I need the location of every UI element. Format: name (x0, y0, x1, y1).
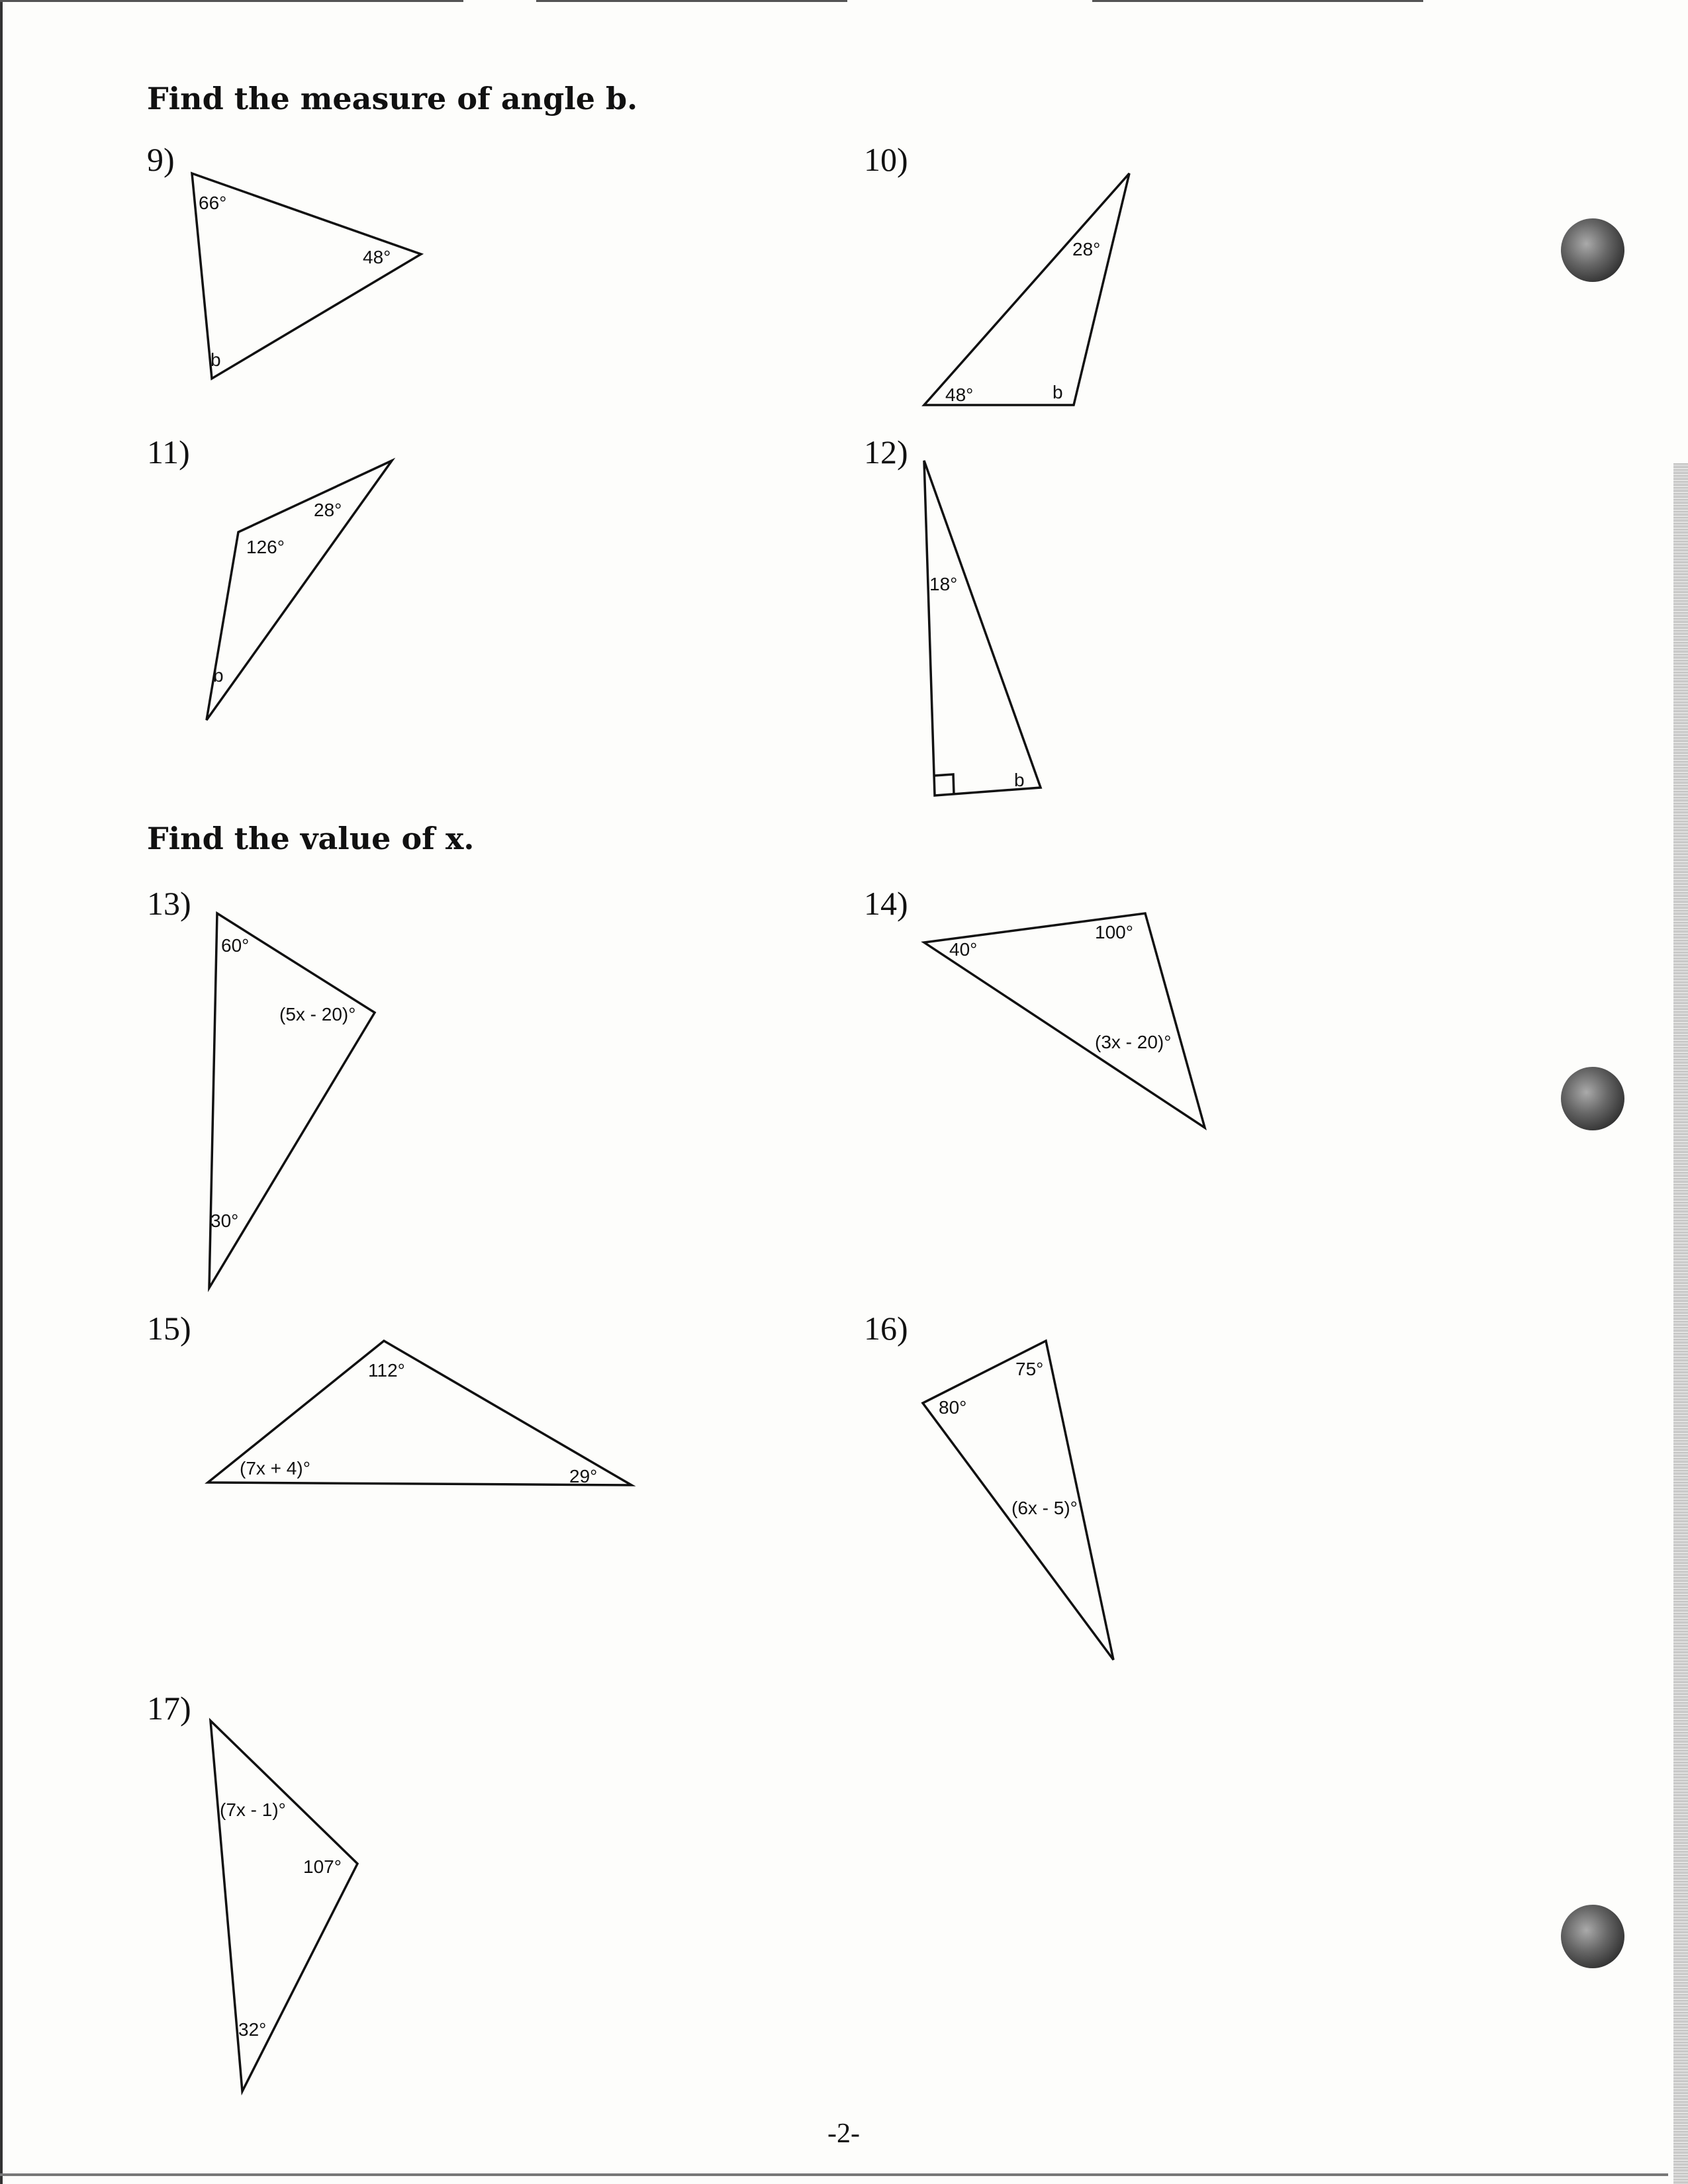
angle-label: 32° (238, 2019, 267, 2040)
angle-label: (7x - 1)° (220, 1799, 286, 1820)
triangle-16 (923, 1341, 1113, 1660)
problem-number-13: 13) (147, 885, 191, 922)
angle-label: 29° (569, 1466, 598, 1486)
angle-label: b (211, 349, 221, 370)
triangle-11-outline (207, 461, 392, 720)
angle-label: 126° (246, 537, 285, 557)
angle-label: b (1053, 382, 1063, 402)
section-heading-angle-b: Find the measure of angle b. (147, 81, 638, 116)
angle-label: 28° (314, 500, 342, 520)
triangle-10-outline (924, 173, 1129, 405)
angle-label: (3x - 20)° (1095, 1032, 1172, 1052)
triangle-15 (208, 1341, 632, 1486)
angle-label: b (213, 665, 224, 686)
angle-label: 40° (949, 939, 978, 960)
angle-label: (6x - 5)° (1011, 1498, 1078, 1518)
problem-number-14: 14) (864, 885, 908, 922)
angle-label: 66° (199, 193, 227, 213)
triangle-12-outline (924, 461, 1041, 796)
angle-label: 48° (363, 247, 391, 267)
angle-label: 107° (303, 1856, 342, 1877)
triangle-14 (924, 913, 1205, 1128)
triangle-17 (211, 1721, 357, 2091)
section-heading-value-x: Find the value of x. (147, 821, 475, 856)
triangle-13-outline (209, 913, 375, 1288)
problem-number-15: 15) (147, 1310, 191, 1347)
problem-number-9: 9) (147, 141, 175, 178)
angle-label: b (1014, 770, 1025, 790)
angle-label: 75° (1015, 1359, 1044, 1379)
angle-label: 18° (929, 574, 958, 594)
angle-label: 60° (221, 935, 250, 956)
angle-label: 28° (1072, 239, 1101, 259)
angle-label: 48° (945, 385, 974, 405)
angle-label: 80° (939, 1397, 967, 1418)
problem-number-10: 10) (864, 141, 908, 178)
angle-label: 112° (368, 1360, 405, 1381)
triangle-13 (209, 913, 375, 1288)
problem-number-16: 16) (864, 1310, 908, 1347)
problem-number-11: 11) (147, 433, 190, 471)
right-angle-marker (934, 774, 954, 794)
problem-number-17: 17) (147, 1690, 191, 1727)
page-number: -2- (827, 2118, 860, 2149)
problem-number-12: 12) (864, 433, 908, 471)
triangle-12 (924, 461, 1041, 796)
triangle-11 (207, 461, 392, 720)
angle-label: (5x - 20)° (279, 1004, 356, 1024)
angle-label: (7x + 4)° (240, 1458, 310, 1479)
angle-label: 30° (211, 1210, 239, 1231)
angle-label: 100° (1095, 922, 1133, 942)
triangle-9 (192, 173, 421, 379)
triangle-17-outline (211, 1721, 357, 2091)
triangle-10 (924, 173, 1129, 405)
